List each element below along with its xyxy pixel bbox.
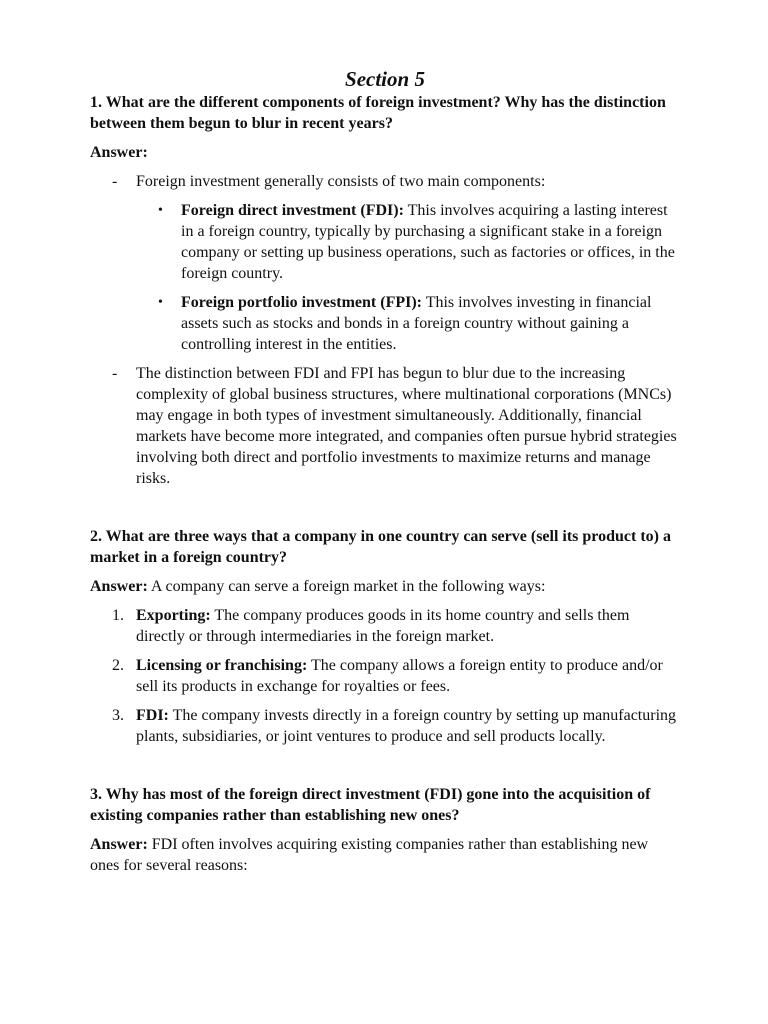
answer-2 xyxy=(90,576,680,597)
question-1: 1. What are the different components of foreign investment? Why has the distinction between them begun to blur in recent years? xyxy=(90,94,666,132)
bullet-icon: • xyxy=(158,203,163,218)
fpi-term: Foreign portfolio investment (FPI): xyxy=(181,294,422,311)
answer-1 xyxy=(90,142,680,163)
list-number: 2. xyxy=(112,657,124,674)
fpi-text: This involves investing in financial assets such as stocks and bonds in a foreign country without gaining a controlling interest in the entities. xyxy=(181,294,652,353)
fdi-term: Foreign direct investment (FDI): xyxy=(181,202,404,219)
question-2: 2. What are three ways that a company in one country can serve (sell its product to) a market in a foreign country? xyxy=(90,528,671,566)
answer-3-text: FDI often involves acquiring existing companies rather than establishing new ones for several reasons: xyxy=(90,836,649,874)
answer-3-label: Answer: xyxy=(90,836,148,853)
spacer xyxy=(90,755,680,784)
list-number: 3. xyxy=(112,707,124,724)
fdi-text: This involves acquiring a lasting interest in a foreign country, typically by purchasing a significant stake in a foreign company or setting up business operations, such as factories or offices, in the foreign country. xyxy=(181,202,675,282)
section-title: Section 5 xyxy=(345,67,425,91)
spacer xyxy=(90,497,680,526)
answer-3 xyxy=(90,834,680,876)
dash-marker: - xyxy=(112,365,118,382)
list-item xyxy=(90,171,680,355)
answer-1-point-1: Foreign investment generally consists of two main components: xyxy=(136,173,546,190)
components-list xyxy=(136,200,680,355)
item-text: The company invests directly in a foreign country by setting up manufacturing plants, subsidiaries, or joint ventures to produce and sell products locally. xyxy=(136,707,677,745)
list-item-exporting xyxy=(90,605,680,647)
bullet-icon: • xyxy=(158,295,163,310)
answer-2-text: A company can serve a foreign market in the following ways: xyxy=(147,578,546,595)
item-term: Licensing or franchising: xyxy=(136,657,308,674)
answer-1-list xyxy=(90,171,680,489)
list-number: 1. xyxy=(112,607,124,624)
answer-2-label: Answer: xyxy=(90,578,148,595)
item-text: The company produces goods in its home country and sells them directly or through intermediaries in the foreign market. xyxy=(136,607,630,645)
dash-marker: - xyxy=(112,173,118,190)
list-item-fdi xyxy=(90,705,680,747)
list-item-licensing xyxy=(90,655,680,697)
list-item-fpi xyxy=(136,292,680,355)
answer-2-list xyxy=(90,605,680,747)
item-term: FDI: xyxy=(136,707,169,724)
answer-1-label: Answer: xyxy=(90,144,148,161)
item-term: Exporting: xyxy=(136,607,211,624)
list-item-fdi xyxy=(136,200,680,284)
list-item xyxy=(90,363,680,489)
question-3: 3. Why has most of the foreign direct investment (FDI) gone into the acquisition of existing companies rather than establishing new ones? xyxy=(90,786,651,824)
answer-1-point-2: The distinction between FDI and FPI has begun to blur due to the increasing complexity of global business structures, where multinational corporations (MNCs) may engage in both types of investment simultaneously. Additionally, financial markets have become more integrated, and companies often pursue hybrid strategies involving both direct and portfolio investments to maximize returns and manage risks. xyxy=(136,365,677,487)
item-text: The company allows a foreign entity to produce and/or sell its products in exchange for royalties or fees. xyxy=(136,657,663,695)
